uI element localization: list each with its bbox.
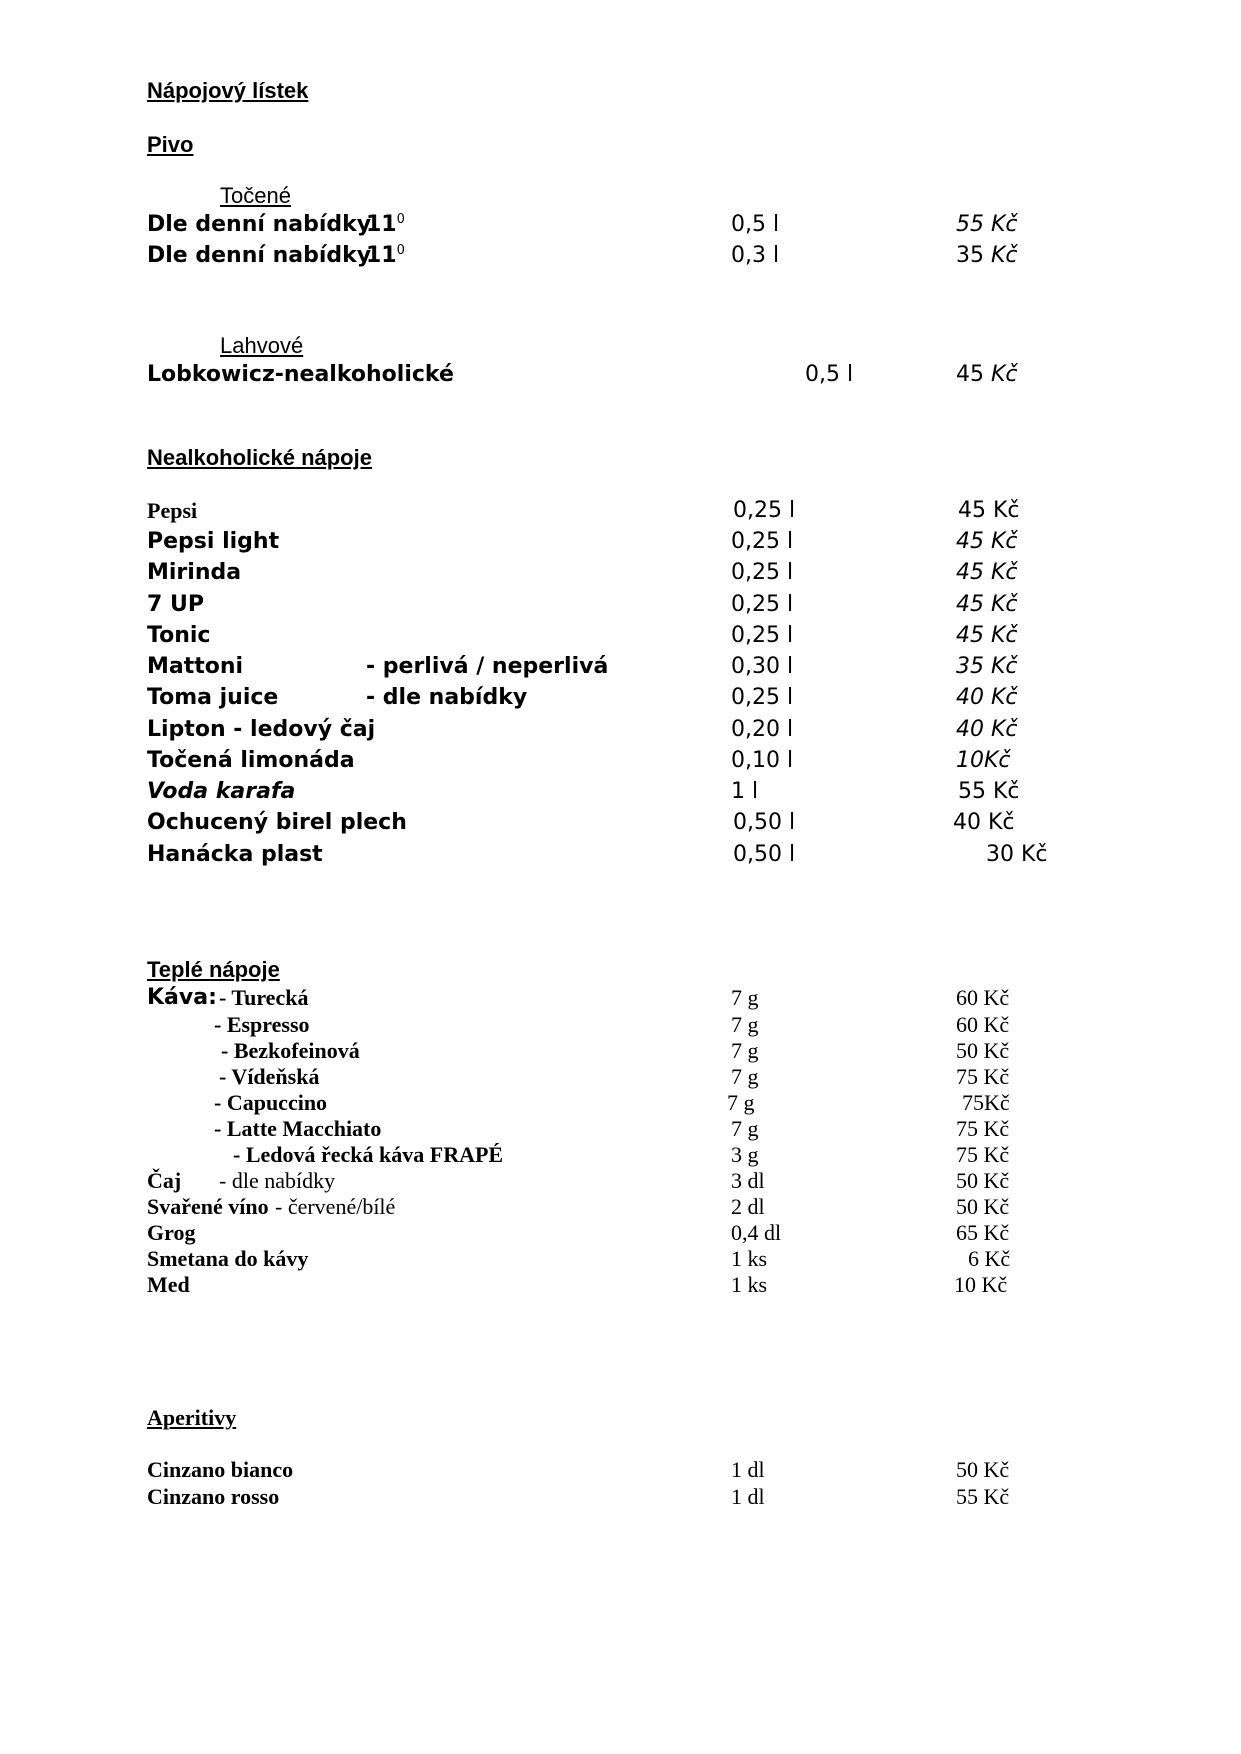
item-price-unit: Kč bbox=[991, 243, 1018, 268]
degree-sup: 0 bbox=[396, 243, 405, 258]
item-qty: 7 g bbox=[731, 1038, 759, 1063]
item-note: - červené/bílé bbox=[275, 1194, 396, 1219]
item-name: Mirinda bbox=[147, 560, 242, 585]
item-price: 45 Kč bbox=[956, 623, 1018, 648]
item-volume: 1 l bbox=[731, 779, 759, 804]
item-label: - Bezkofeinová bbox=[221, 1038, 360, 1063]
item-volume: 0,25 l bbox=[731, 592, 794, 617]
item-price: 45 Kč bbox=[956, 592, 1018, 617]
item-name: 7 UP bbox=[147, 592, 204, 617]
item-volume: 0,30 l bbox=[731, 654, 794, 679]
item-name: Cinzano bianco bbox=[147, 1457, 294, 1482]
item-label: Grog bbox=[147, 1220, 196, 1245]
item-price: 40 Kč bbox=[956, 717, 1018, 742]
item-name: Hanácka plast bbox=[147, 842, 323, 867]
item-label: - Vídeňská bbox=[219, 1064, 320, 1089]
item-price: 45 Kč bbox=[958, 498, 1020, 523]
item-price: 50 Kč bbox=[956, 1194, 1010, 1219]
item-volume: 0,25 l bbox=[733, 498, 796, 523]
item-price: 40 Kč bbox=[956, 685, 1018, 710]
coffee-label: Káva: bbox=[147, 985, 217, 1010]
item-name: Lobkowicz-nealkoholické bbox=[147, 362, 454, 387]
item-price-unit: Kč bbox=[991, 362, 1018, 387]
section-heading-beer: Pivo bbox=[147, 132, 194, 157]
item-label: Smetana do kávy bbox=[147, 1246, 309, 1271]
item-label: - Latte Macchiato bbox=[214, 1116, 382, 1141]
item-name: Mattoni bbox=[147, 654, 244, 679]
item-qty: 1 ks bbox=[731, 1246, 768, 1271]
item-qty: 3 dl bbox=[731, 1168, 765, 1193]
item-price: 55 Kč bbox=[958, 779, 1020, 804]
section-heading-aperitifs: Aperitivy bbox=[147, 1405, 237, 1430]
item-volume: 0,5 l bbox=[731, 212, 780, 237]
item-name: Cinzano rosso bbox=[147, 1484, 280, 1509]
item-label: - Turecká bbox=[219, 985, 309, 1010]
item-price: 60 Kč bbox=[956, 985, 1010, 1010]
item-qty: 7 g bbox=[731, 1116, 759, 1141]
degree-sup: 0 bbox=[396, 212, 405, 227]
item-label: Svařené víno bbox=[147, 1194, 269, 1219]
item-volume: 0,10 l bbox=[731, 748, 794, 773]
item-qty: 2 dl bbox=[731, 1194, 765, 1219]
item-name: Voda karafa bbox=[147, 779, 296, 804]
item-label: - Capuccino bbox=[214, 1090, 328, 1115]
item-volume: 0,25 l bbox=[731, 529, 794, 554]
item-name: Toma juice bbox=[147, 685, 279, 710]
item-price: 75 Kč bbox=[956, 1142, 1010, 1167]
item-price-num: 35 bbox=[956, 243, 984, 268]
item-name: Pepsi bbox=[147, 498, 198, 523]
item-price: 50 Kč bbox=[956, 1038, 1010, 1063]
item-price: 35 Kč bbox=[956, 654, 1018, 679]
item-qty: 0,4 dl bbox=[731, 1220, 782, 1245]
item-qty: 7 g bbox=[731, 1064, 759, 1089]
item-price: 30 Kč bbox=[986, 842, 1048, 867]
item-price: 6 Kč bbox=[968, 1246, 1011, 1271]
item-volume: 0,5 l bbox=[805, 362, 854, 387]
item-price-unit: Kč bbox=[991, 212, 1018, 237]
item-name: Ochucený birel plech bbox=[147, 810, 407, 835]
item-qty: 7 g bbox=[731, 1012, 759, 1037]
item-price: 45 Kč bbox=[956, 529, 1018, 554]
item-volume: 0,25 l bbox=[731, 560, 794, 585]
item-label: Čaj bbox=[147, 1168, 182, 1193]
page-title: Nápojový lístek bbox=[147, 78, 309, 103]
item-note: - perlivá / neperlivá bbox=[366, 654, 609, 679]
item-label: - Espresso bbox=[214, 1012, 310, 1037]
item-price: 50 Kč bbox=[956, 1168, 1010, 1193]
item-price-num: 45 bbox=[956, 362, 984, 387]
item-price: 10 Kč bbox=[954, 1272, 1008, 1297]
item-name: Dle denní nabídky bbox=[147, 243, 372, 268]
item-name: Pepsi light bbox=[147, 529, 280, 554]
item-price: 40 Kč bbox=[953, 810, 1015, 835]
item-label: Med bbox=[147, 1272, 190, 1297]
item-volume: 0,20 l bbox=[731, 717, 794, 742]
item-price: 50 Kč bbox=[956, 1457, 1010, 1482]
item-note: - dle nabídky bbox=[219, 1168, 336, 1193]
item-price: 65 Kč bbox=[956, 1220, 1010, 1245]
item-price: 55 Kč bbox=[956, 1484, 1010, 1509]
item-qty: 7 g bbox=[731, 985, 759, 1010]
item-volume: 0,25 l bbox=[731, 685, 794, 710]
item-price: 75 Kč bbox=[956, 1116, 1010, 1141]
item-name: Tonic bbox=[147, 623, 211, 648]
item-price-num: 55 bbox=[956, 212, 984, 237]
section-heading-hot: Teplé nápoje bbox=[147, 957, 280, 982]
section-heading-soft: Nealkoholické nápoje bbox=[147, 445, 372, 470]
item-name: Dle denní nabídky bbox=[147, 212, 372, 237]
item-price: 45 Kč bbox=[956, 560, 1018, 585]
item-volume: 0,3 l bbox=[731, 243, 780, 268]
item-qty: 1 ks bbox=[731, 1272, 768, 1297]
item-degree: 11 bbox=[366, 212, 397, 237]
item-name: Lipton - ledový čaj bbox=[147, 717, 376, 742]
item-qty: 3 g bbox=[731, 1142, 759, 1167]
item-price: 75 Kč bbox=[956, 1064, 1010, 1089]
item-note: - dle nabídky bbox=[366, 685, 528, 710]
item-volume: 0,50 l bbox=[733, 810, 796, 835]
item-volume: 1 dl bbox=[731, 1457, 765, 1482]
subheading-draft: Točené bbox=[220, 183, 291, 208]
item-name: Točená limonáda bbox=[147, 748, 355, 773]
item-price: 75Kč bbox=[962, 1090, 1010, 1115]
item-price: 10Kč bbox=[956, 748, 1011, 773]
item-price: 60 Kč bbox=[956, 1012, 1010, 1037]
item-degree: 11 bbox=[366, 243, 397, 268]
item-volume: 0,50 l bbox=[733, 842, 796, 867]
item-label: - Ledová řecká káva FRAPÉ bbox=[233, 1142, 504, 1167]
subheading-bottled: Lahvové bbox=[220, 333, 304, 358]
item-volume: 1 dl bbox=[731, 1484, 765, 1509]
item-qty: 7 g bbox=[727, 1090, 755, 1115]
item-volume: 0,25 l bbox=[731, 623, 794, 648]
